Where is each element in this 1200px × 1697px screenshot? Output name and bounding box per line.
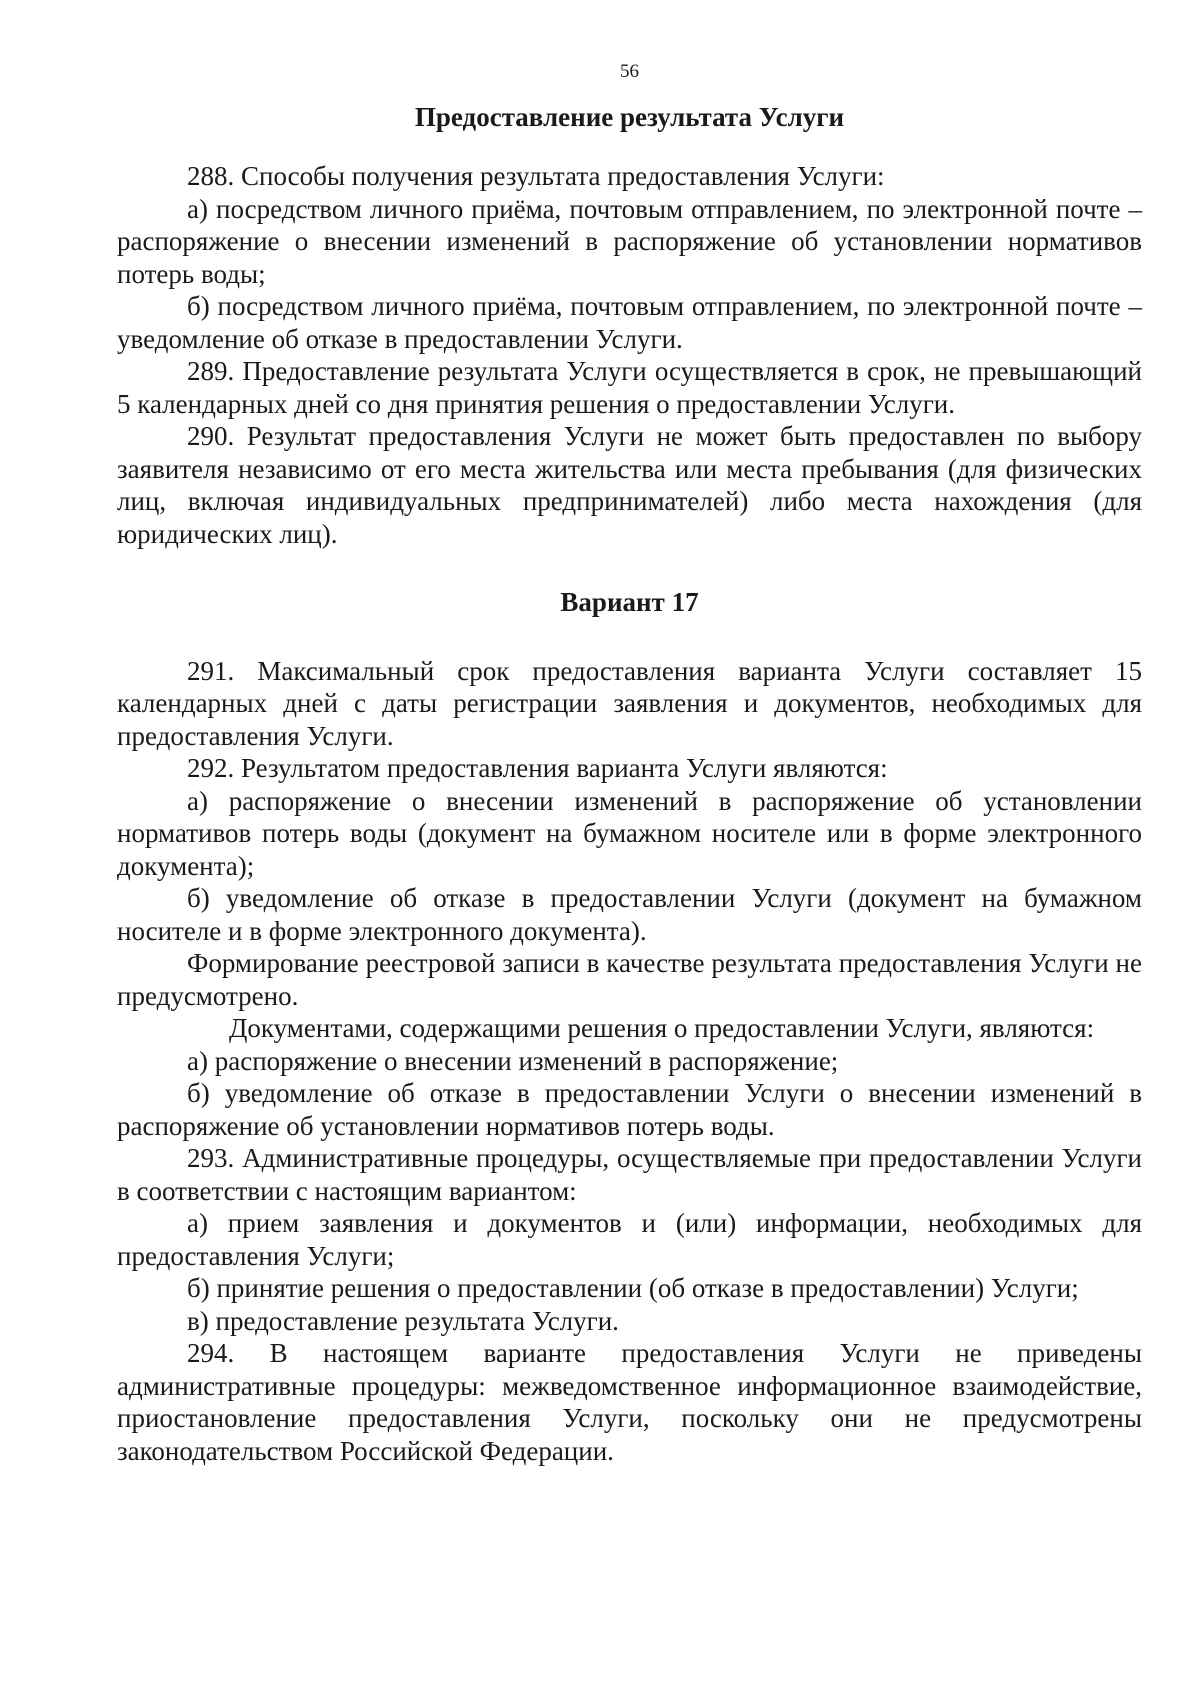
paragraph-288: 288. Способы получения результата предоставления Услуги: <box>187 161 885 192</box>
document-page <box>117 62 1142 1467</box>
paragraph-documents-b: б) уведомление об отказе в предоставлении Услуги о внесении изменений в распоряжение об установлении нормативов потерь воды. <box>117 1078 1142 1141</box>
section-title-variant: Вариант 17 <box>560 587 699 618</box>
paragraph-292: 292. Результатом предоставления варианта Услуги являются: <box>187 753 888 784</box>
paragraph-288-a: а) посредством личного приёма, почтовым отправлением, по электронной почте – распоряжение о внесении изменений в распоряжение об установлении нормативов потерь воды; <box>117 193 1142 289</box>
paragraph-293: 293. Административные процедуры, осуществляемые при предоставлении Услуги в соответствии с настоящим вариантом: <box>117 1143 1142 1206</box>
paragraph-292-a: а) распоряжение о внесении изменений в распоряжение об установлении нормативов потерь воды (документ на бумажном носителе или в форме электронного документа); <box>117 785 1142 881</box>
paragraph-293-a: а) прием заявления и документов и (или) информации, необходимых для предоставления Услуги; <box>117 1208 1142 1271</box>
paragraph-293-c: в) предоставление результата Услуги. <box>187 1305 619 1336</box>
paragraph-289: 289. Предоставление результата Услуги осуществляется в срок, не превышающий 5 календарных дней со дня принятия решения о предоставлении Услуги. <box>117 356 1142 419</box>
paragraph-291: 291. Максимальный срок предоставления варианта Услуги составляет 15 календарных дней с даты регистрации заявления и документов, необходимых для предоставления Услуги. <box>117 655 1142 751</box>
paragraph-documents-a: а) распоряжение о внесении изменений в распоряжение; <box>187 1045 839 1076</box>
paragraph-293-b: б) принятие решения о предоставлении (об отказе в предоставлении) Услуги; <box>187 1273 1079 1304</box>
paragraph-documents-intro: Документами, содержащими решения о предоставлении Услуги, являются: <box>229 1013 1095 1044</box>
page-number: 56 <box>620 61 639 82</box>
paragraph-292-b: б) уведомление об отказе в предоставлении Услуги (документ на бумажном носителе и в форме электронного документа). <box>117 883 1142 946</box>
paragraph-288-b: б) посредством личного приёма, почтовым отправлением, по электронной почте – уведомление об отказе в предоставлении Услуги. <box>117 291 1142 354</box>
paragraph-registry-note: Формирование реестровой записи в качестве результата предоставления Услуги не предусмотрено. <box>117 948 1142 1011</box>
paragraph-294: 294. В настоящем варианте предоставления Услуги не приведены административные процедуры: межведомственное информационное взаимодействие, приостановление предоставления Услуги, поскольку они не предусмотрены законодательством Российской Федерации. <box>117 1338 1142 1466</box>
section-title-result: Предоставление результата Услуги <box>414 102 845 132</box>
paragraph-290: 290. Результат предоставления Услуги не может быть предоставлен по выбору заявителя независимо от его места жительства или места пребывания (для физических лиц, включая индивидуальных предпринимателей) либо места нахождения (для юридических лиц). <box>117 421 1142 549</box>
